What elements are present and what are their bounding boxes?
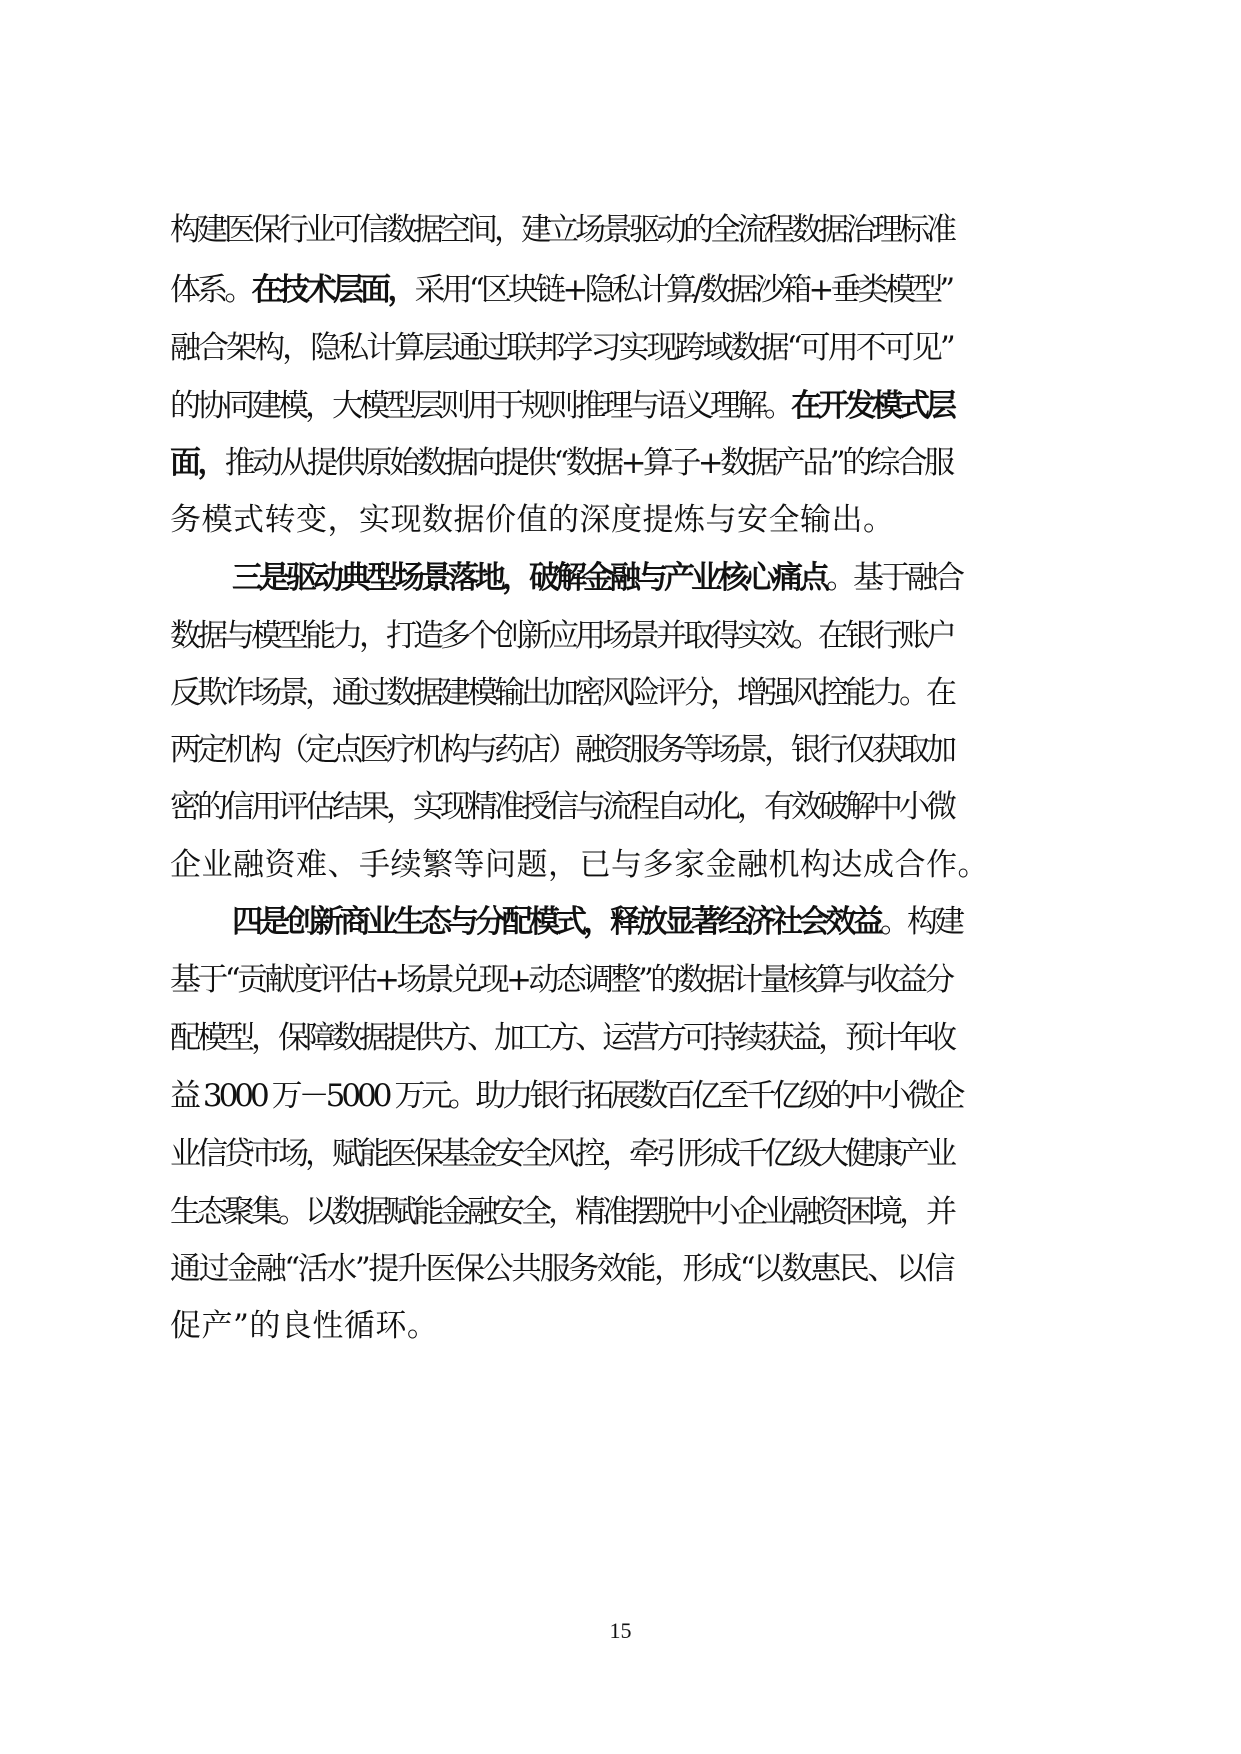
text-run: 推动从提供原始数据向提供“数据+算子+数据产品”的综合服 xyxy=(224,445,952,481)
text-run: 。构建 xyxy=(880,904,961,940)
text-run: 。基于融合 xyxy=(826,560,961,596)
emphasis-run: 面， xyxy=(170,445,225,481)
text-line xyxy=(170,1247,953,1291)
text-run: 的协同建模，大模型层则用于规则推理与语义理解。 xyxy=(170,388,791,424)
text-line xyxy=(170,326,953,370)
text-line xyxy=(170,441,952,485)
text-line xyxy=(170,498,895,542)
text-line xyxy=(170,1190,953,1234)
text-line xyxy=(170,1074,961,1118)
text-line xyxy=(170,843,989,887)
text-run: 业信贷市场，赋能医保基金安全风控，牵引形成千亿级大健康产业 xyxy=(170,1136,953,1172)
text-line xyxy=(170,1304,438,1348)
text-run: 基于“贡献度评估+场景兑现+动态调整”的数据计量核算与收益分 xyxy=(170,962,952,998)
text-run: 融合架构，隐私计算层通过联邦学习实现跨域数据“可用不可见” xyxy=(170,330,953,366)
text-run: 反欺诈场景，通过数据建模输出加密风险评分，增强风控能力。在 xyxy=(170,675,953,711)
text-run: 采用“区块链+隐私计算/数据沙箱+垂类模型” xyxy=(414,272,952,308)
page-number: 15 xyxy=(609,1618,632,1643)
text-line xyxy=(170,958,952,1002)
text-run: 生态聚集。以数据赋能金融安全，精准摆脱中小企业融资困境，并 xyxy=(170,1194,953,1230)
emphasis-run: 三是驱动典型场景落地，破解金融与产业核心痛点 xyxy=(232,560,826,596)
text-run: 数据与模型能力，打造多个创新应用场景并取得实效。在银行账户 xyxy=(170,618,953,654)
text-run: 务模式转变，实现数据价值的深度提炼与安全输出。 xyxy=(170,502,895,538)
text-run: 益 3000 万－5000 万元。助力银行拓展数百亿至千亿级的中小微企 xyxy=(170,1078,962,1114)
text-line xyxy=(170,268,951,312)
text-run: 体系。 xyxy=(170,272,252,308)
text-line xyxy=(170,1132,953,1176)
text-run: 密的信用评估结果，实现精准授信与流程自动化，有效破解中小微 xyxy=(170,789,953,825)
text-line xyxy=(170,1016,953,1060)
emphasis-run: 四是创新商业生态与分配模式，释放显著经济社会效益 xyxy=(232,904,880,940)
text-run: 配模型，保障数据提供方、加工方、运营方可持续获益，预计年收 xyxy=(170,1020,953,1056)
text-line xyxy=(170,614,953,658)
text-run: 促产”的良性循环。 xyxy=(170,1308,439,1344)
text-line xyxy=(170,208,953,252)
text-line xyxy=(232,900,961,944)
text-line xyxy=(170,728,953,772)
emphasis-run: 在开发模式层 xyxy=(791,388,953,424)
text-line xyxy=(170,785,953,829)
emphasis-run: 在技术层面， xyxy=(251,272,415,308)
text-line xyxy=(170,671,953,715)
text-run: 通过金融“活水”提升医保公共服务效能，形成“以数惠民、以信 xyxy=(170,1251,954,1287)
text-run: 企业融资难、手续繁等问题，已与多家金融机构达成合作。 xyxy=(170,847,989,883)
text-line xyxy=(232,556,961,600)
text-line xyxy=(170,384,953,428)
text-run: 两定机构（定点医疗机构与药店）融资服务等场景，银行仅获取加 xyxy=(170,732,953,768)
text-run: 构建医保行业可信数据空间，建立场景驱动的全流程数据治理标准 xyxy=(170,212,953,248)
